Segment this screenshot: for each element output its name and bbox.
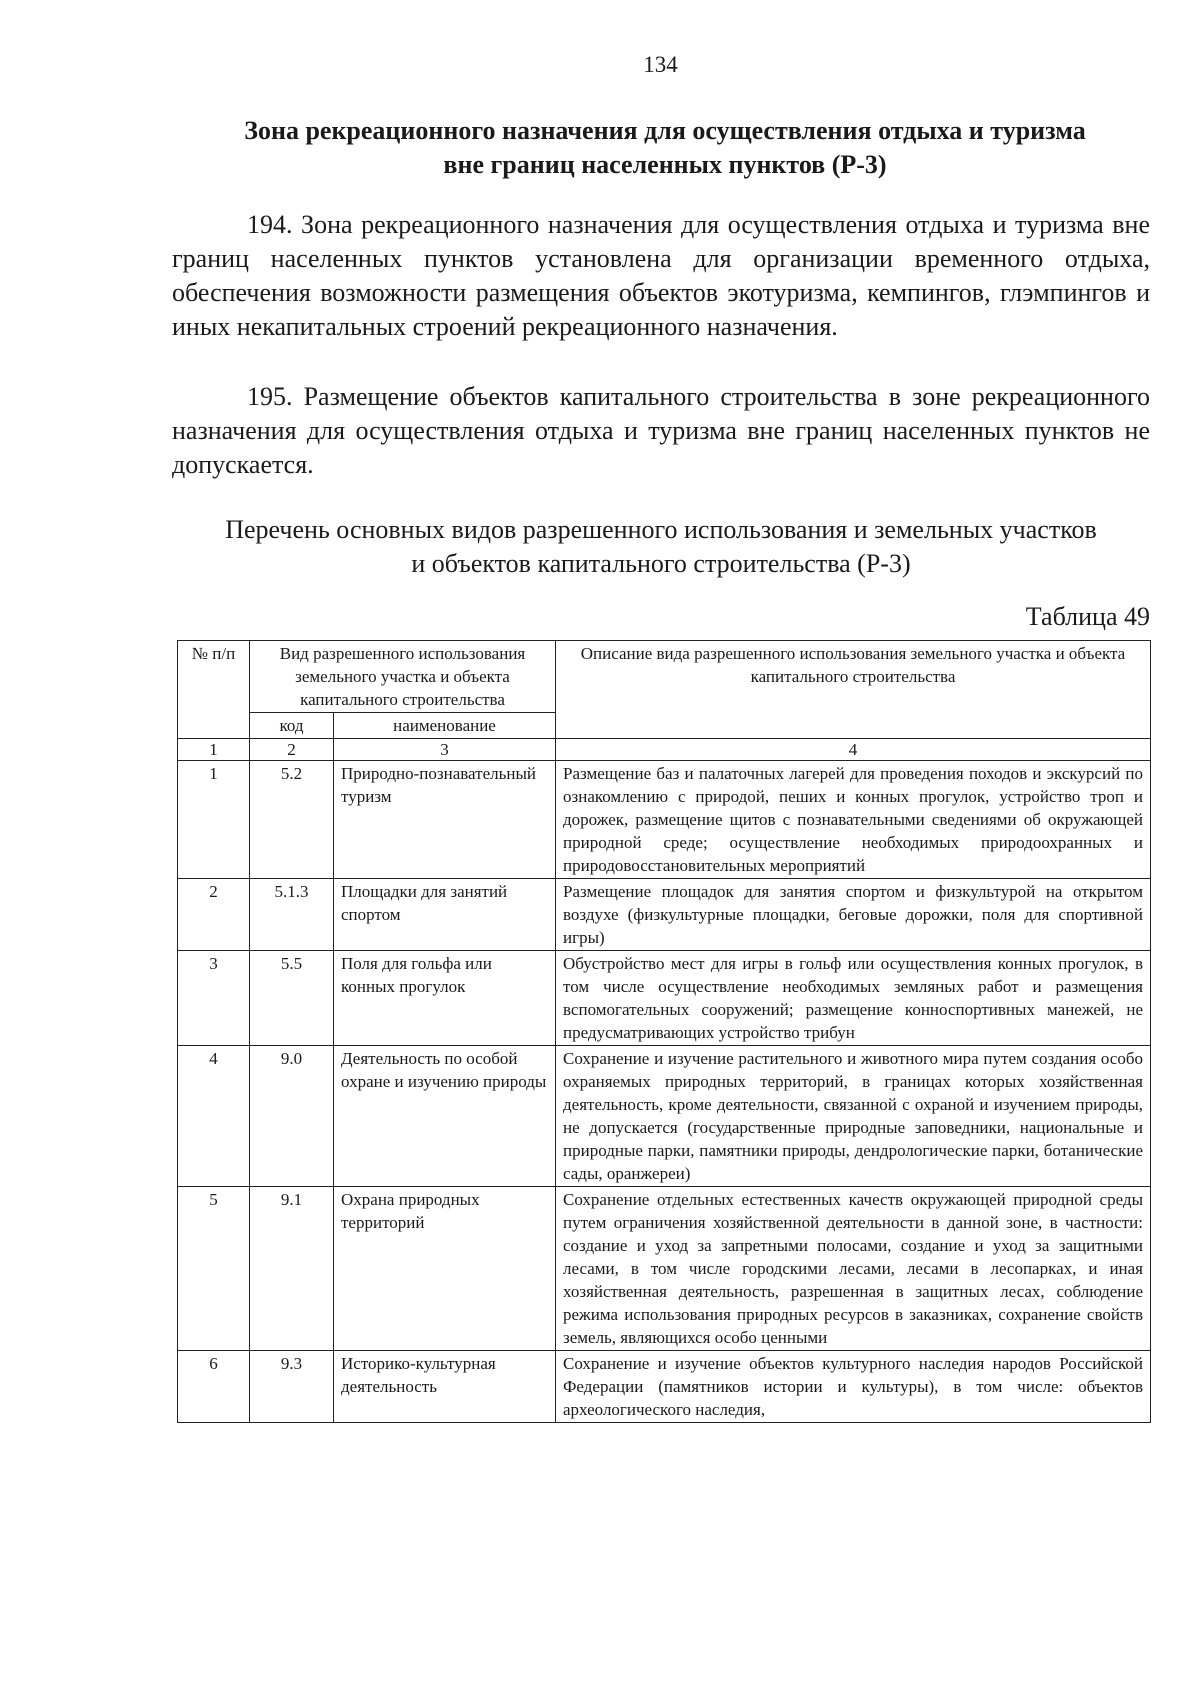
row-number: 5: [178, 1187, 250, 1351]
table-row: [178, 1187, 1151, 1351]
row-description: Размещение площадок для занятия спортом и физкультурой на открытом воздухе (физкультурные площадки, беговые дорожки, поля для спортивной игры): [556, 879, 1151, 951]
row-description: Сохранение отдельных естественных качеств окружающей природной среды путем ограничения хозяйственной деятельности в данной зоне, в частности: создание и уход за запретными полосами, создание и уход за защитными лесами, в том числе городскими лесами, лесами в лесопарках, и иная хозяйственная деятельность, разрешенная в защитных лесах, соблюдение режима использования природных ресурсов в заказниках, сохранение свойств земель, являющихся особо ценными: [556, 1187, 1151, 1351]
section-heading: [175, 114, 1155, 182]
column-index: 4: [556, 739, 1151, 761]
paragraph-194: 194. Зона рекреационного назначения для осуществления отдыха и туризма вне границ населенных пунктов установлена для организации временного отдыха, обеспечения возможности размещения объектов экотуризма, кемпингов, глэмпингов и иных некапитальных строений рекреационного назначения.: [172, 210, 1150, 341]
row-name: Деятельность по особой охране и изучению природы: [334, 1046, 556, 1187]
list-title-line-2: и объектов капитального строительства (Р-3): [411, 549, 911, 578]
row-code: 9.1: [250, 1187, 334, 1351]
table-label: Таблица 49: [1025, 602, 1150, 631]
row-name: Охрана природных территорий: [334, 1187, 556, 1351]
row-number: 2: [178, 879, 250, 951]
table-row: [178, 1046, 1151, 1187]
column-index: 3: [334, 739, 556, 761]
list-title: [172, 513, 1150, 581]
column-index: 2: [250, 739, 334, 761]
header-description: Описание вида разрешенного использования земельного участка и объекта капитального строительства: [556, 641, 1151, 739]
header-code: код: [250, 713, 334, 739]
row-name: Площадки для занятий спортом: [334, 879, 556, 951]
table-column-index-row: [178, 739, 1151, 761]
table-row: [178, 761, 1151, 879]
row-code: 5.5: [250, 951, 334, 1046]
row-number: 4: [178, 1046, 250, 1187]
table-row: [178, 1351, 1151, 1423]
table-row: [178, 879, 1151, 951]
permitted-use-table: [177, 640, 1151, 1423]
row-code: 5.1.3: [250, 879, 334, 951]
row-number: 3: [178, 951, 250, 1046]
row-code: 9.0: [250, 1046, 334, 1187]
table-header-row: [178, 641, 1151, 713]
row-name: Историко-культурная деятельность: [334, 1351, 556, 1423]
header-use-type: Вид разрешенного использования земельного участка и объекта капитального строительства: [250, 641, 556, 713]
header-name: наименование: [334, 713, 556, 739]
row-number: 6: [178, 1351, 250, 1423]
row-name: Природно-познавательный туризм: [334, 761, 556, 879]
row-description: Размещение баз и палаточных лагерей для проведения походов и экскурсий по ознакомлению с природой, пеших и конных прогулок, устройство троп и дорожек, размещение щитов с познавательными сведениями об окружающей природной среде; осуществление необходимых природоохранных и природовосстановительных мероприятий: [556, 761, 1151, 879]
page-number: 134: [643, 52, 678, 77]
row-number: 1: [178, 761, 250, 879]
header-number: № п/п: [178, 641, 250, 739]
row-name: Поля для гольфа или конных прогулок: [334, 951, 556, 1046]
column-index: 1: [178, 739, 250, 761]
section-heading-line-2: вне границ населенных пунктов (Р-3): [443, 150, 887, 179]
row-description: Сохранение и изучение растительного и животного мира путем создания особо охраняемых природных территорий, в границах которых хозяйственная деятельность, кроме деятельности, связанной с охраной и изучением природы, не допускается (государственные природные заповедники, национальные и природные парки, памятники природы, дендрологические парки, ботанические сады, оранжереи): [556, 1046, 1151, 1187]
paragraph-195: 195. Размещение объектов капитального строительства в зоне рекреационного назначения для осуществления отдыха и туризма вне границ населенных пунктов не допускается.: [172, 382, 1150, 479]
row-description: Сохранение и изучение объектов культурного наследия народов Российской Федерации (памятников истории и культуры), в том числе: объектов археологического наследия,: [556, 1351, 1151, 1423]
row-description: Обустройство мест для игры в гольф или осуществления конных прогулок, в том числе осуществление необходимых земляных работ и размещения вспомогательных сооружений; размещение конноспортивных манежей, не предусматривающих устройство трибун: [556, 951, 1151, 1046]
list-title-line-1: Перечень основных видов разрешенного использования и земельных участков: [225, 515, 1097, 544]
row-code: 9.3: [250, 1351, 334, 1423]
table-row: [178, 951, 1151, 1046]
row-code: 5.2: [250, 761, 334, 879]
section-heading-line-1: Зона рекреационного назначения для осуществления отдыха и туризма: [244, 116, 1086, 145]
